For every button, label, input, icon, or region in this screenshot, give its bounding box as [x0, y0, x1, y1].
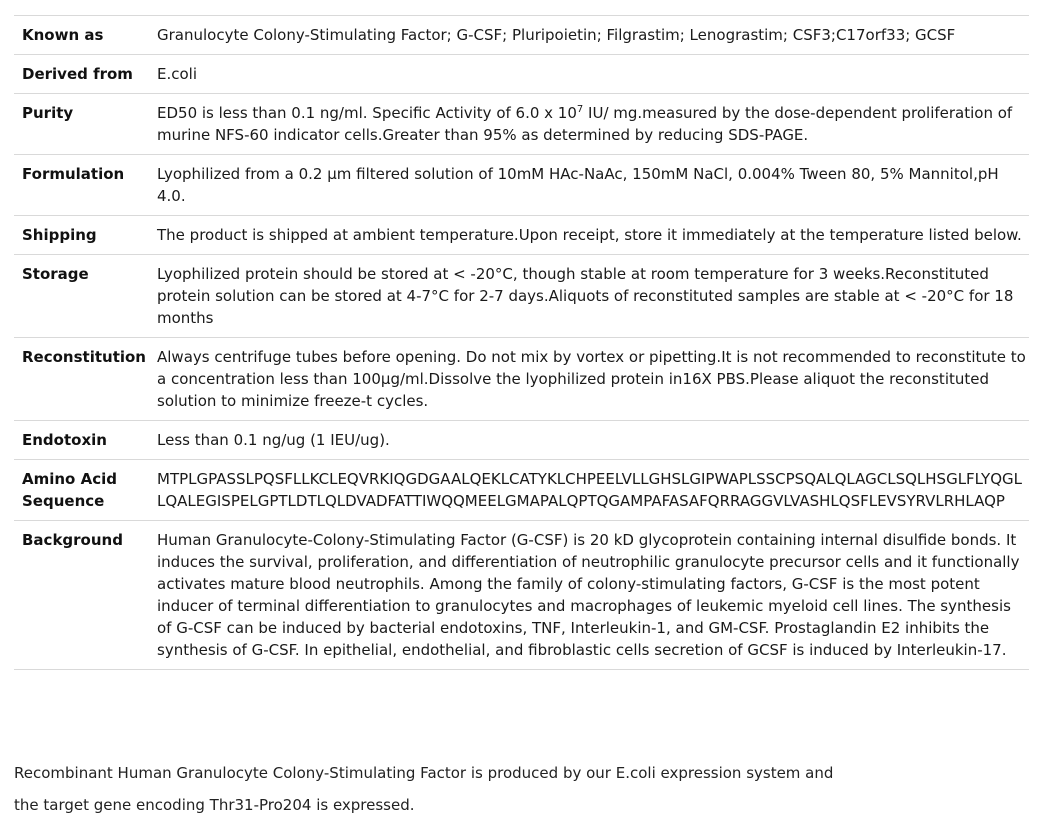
description-line: the target gene encoding Thr31-Pro204 is expressed. — [14, 796, 415, 814]
table-row-derived-from — [14, 55, 1029, 94]
row-value: Granulocyte Colony-Stimulating Factor; G-CSF; Pluripoietin; Filgrastim; Lenograstim; CSF3;C17orf33; GCSF — [157, 26, 956, 44]
row-value: The product is shipped at ambient temperature.Upon receipt, store it immediately at the temperature listed below. — [157, 226, 1022, 244]
purity-text-start: ED50 is less than 0.1 ng/ml. Specific Activity of 6.0 x 10 — [157, 104, 577, 122]
description-line: Recombinant Human Granulocyte Colony-Stimulating Factor is produced by our E.coli expression system and — [14, 764, 834, 782]
row-value: Human Granulocyte-Colony-Stimulating Factor (G-CSF) is 20 kD glycoprotein containing internal disulfide bonds. It induces the survival, proliferation, and differentiation of neutrophilic granulocyte precursor cells and it functionally activates mature blood neutrophils. Among the family of colony-stimulating factors, G-CSF is the most potent inducer of terminal differentiation to granulocytes and macrophages of leukemic myeloid cell lines. The synthesis of G-CSF can be induced by bacterial endotoxins, TNF, Interleukin-1, and GM-CSF. Prostaglandin E2 inhibits the synthesis of G-CSF. In epithelial, endothelial, and fibroblastic cells secretion of GCSF is induced by Interleukin-17. — [157, 531, 1020, 659]
table-row-shipping — [14, 216, 1029, 255]
row-value: Less than 0.1 ng/ug (1 IEU/ug). — [157, 431, 390, 449]
row-value: Lyophilized protein should be stored at < -20°C, though stable at room temperature for 3 weeks.Reconstituted protein solution can be stored at 4-7°C for 2-7 days.Aliquots of reconstituted samples are stable at < -20°C for 18 months — [157, 265, 1014, 327]
row-value: MTPLGPASSLPQSFLLKCLEQVRKIQGDGAALQEKLCATYKLCHPEELVLLGHSLGIPWAPLSSCPSQALQLAGCLSQLHSGLFLYQGLLQALEGISPELGPTLDTLQLDVADFATTIWQQMEELGMAPALQPTQGAMPAFASAFQRRAGGVLVASHLQSFLEVSYRVLRHLAQP — [157, 470, 1022, 510]
table-row-storage — [14, 255, 1029, 338]
row-label: Storage — [22, 265, 89, 283]
table-row-amino-acid-sequence — [14, 460, 1029, 521]
row-label: Derived from — [22, 65, 133, 83]
row-label: Reconstitution — [22, 348, 146, 366]
row-value: Lyophilized from a 0.2 μm filtered solution of 10mM HAc-NaAc, 150mM NaCl, 0.004% Tween 80, 5% Mannitol,pH 4.0. — [157, 165, 999, 205]
product-spec-table — [14, 15, 1029, 670]
table-row-formulation — [14, 155, 1029, 216]
table-row-background — [14, 521, 1029, 670]
row-label: Background — [22, 531, 123, 549]
row-label: Formulation — [22, 165, 125, 183]
product-description — [14, 757, 1014, 821]
purity-exponent: 7 — [576, 104, 584, 115]
row-label: Endotoxin — [22, 431, 107, 449]
row-label: Amino Acid Sequence — [22, 470, 117, 510]
table-row-purity — [14, 94, 1029, 155]
row-label: Shipping — [22, 226, 97, 244]
row-label: Known as — [22, 26, 104, 44]
row-value: Always centrifuge tubes before opening. Do not mix by vortex or pipetting.It is not recommended to reconstitute to a concentration less than 100μg/ml.Dissolve the lyophilized protein in16X PBS.Please aliquot the reconstituted solution to minimize freeze-t cycles. — [157, 348, 1026, 410]
row-value — [157, 94, 1029, 155]
table-row-endotoxin — [14, 421, 1029, 460]
row-label: Purity — [22, 104, 74, 122]
table-row-reconstitution — [14, 338, 1029, 421]
table-row-known-as — [14, 16, 1029, 55]
purity-text-end: IU/ mg.measured by the dose-dependent proliferation of murine NFS-60 indicator cells.Greater than 95% as determined by reducing SDS-PAGE. — [157, 104, 1013, 144]
row-value: E.coli — [157, 65, 198, 83]
